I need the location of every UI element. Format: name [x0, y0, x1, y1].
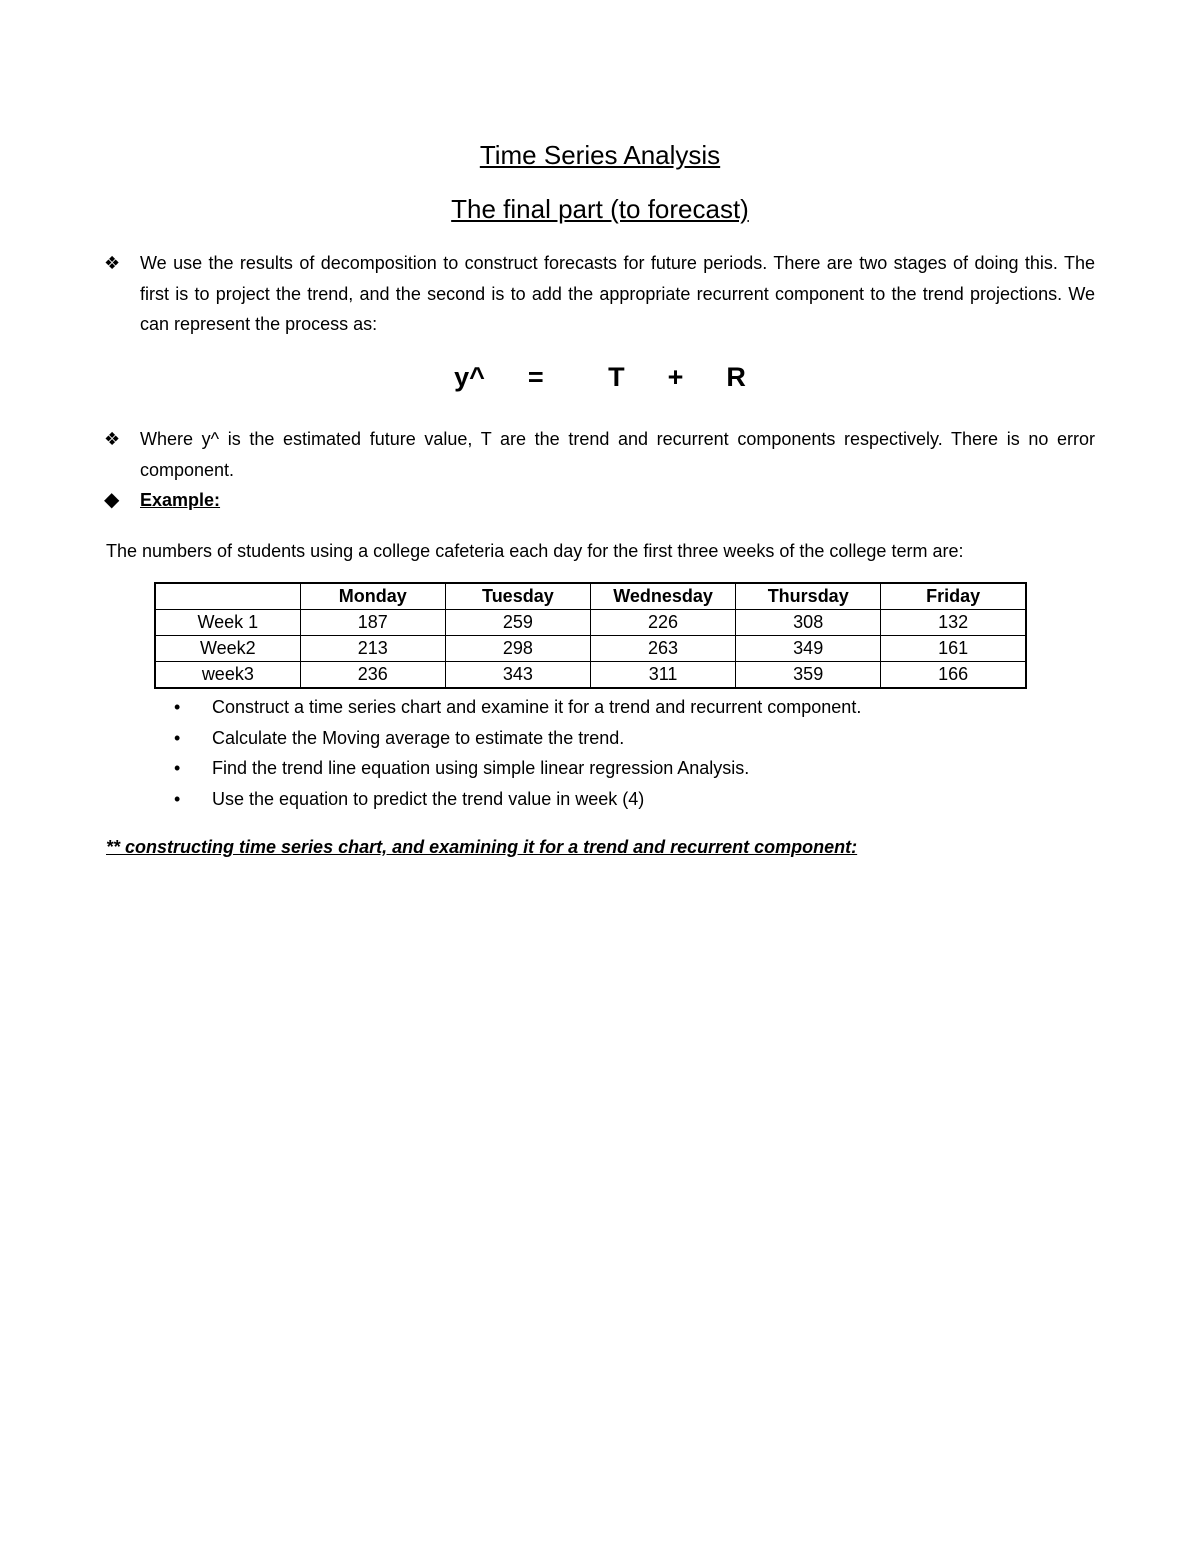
forecast-formula: y^ = T + R: [454, 362, 746, 392]
task-text: Calculate the Moving average to estimate the trend.: [212, 727, 625, 748]
table-header-row: [155, 583, 1026, 610]
page-subtitle: The final part (to forecast): [451, 194, 749, 224]
table-cell: 166: [881, 662, 1026, 689]
table-cell: 213: [300, 636, 445, 662]
page-title: Time Series Analysis: [479, 140, 721, 170]
table-cell: 298: [445, 636, 590, 662]
table-cell: 359: [736, 662, 881, 689]
table-cell: 311: [590, 662, 735, 689]
section-heading: ** constructing time series chart, and examining it for a trend and recurrent component:: [106, 837, 858, 857]
table-cell: 226: [590, 610, 735, 636]
task-text: Use the equation to predict the trend value in week (4): [212, 788, 645, 809]
table-cell: 308: [736, 610, 881, 636]
table-cell: 132: [881, 610, 1026, 636]
example-intro: The numbers of students using a college cafeteria each day for the first three weeks of the college term are:: [106, 541, 964, 561]
cafeteria-data-table: [154, 582, 1027, 689]
table-cell: 343: [445, 662, 590, 689]
bullet-dot-icon: •: [174, 788, 181, 809]
bullet-dot-icon: •: [174, 697, 181, 717]
table-row: [155, 610, 1026, 636]
example-label: Example:: [140, 490, 221, 510]
column-header: Thursday: [736, 583, 881, 610]
diamond-bullet-icon: ❖: [104, 429, 121, 449]
row-label: Week 1: [155, 610, 300, 636]
row-label: week3: [155, 662, 300, 689]
table-cell: 349: [736, 636, 881, 662]
formula-explanation: Where y^ is the estimated future value, T are the trend and recurrent components respectively. There is no error component.: [140, 429, 1095, 480]
table-cell: 161: [881, 636, 1026, 662]
diamond-bullet-icon: ❖: [104, 253, 121, 273]
solid-diamond-bullet-icon: ◆: [104, 489, 120, 511]
table-row: [155, 636, 1026, 662]
table-cell: 187: [300, 610, 445, 636]
table-cell: 236: [300, 662, 445, 689]
task-text: Find the trend line equation using simple linear regression Analysis.: [212, 758, 750, 778]
table-row: [155, 662, 1026, 689]
table-cell: 263: [590, 636, 735, 662]
table-corner-cell: [155, 583, 300, 610]
row-label: Week2: [155, 636, 300, 662]
table-cell: 259: [445, 610, 590, 636]
task-text: Construct a time series chart and examine it for a trend and recurrent component.: [212, 697, 862, 717]
column-header: Tuesday: [445, 583, 590, 610]
bullet-dot-icon: •: [174, 758, 181, 778]
column-header: Wednesday: [590, 583, 735, 610]
column-header: Monday: [300, 583, 445, 610]
bullet-dot-icon: •: [174, 727, 181, 748]
intro-paragraph: We use the results of decomposition to construct forecasts for future periods. There are two stages of doing this. The first is to project the trend, and the second is to add the appropriate recurrent component to the trend projections. We can represent the process as:: [140, 253, 1095, 334]
column-header: Friday: [881, 583, 1026, 610]
